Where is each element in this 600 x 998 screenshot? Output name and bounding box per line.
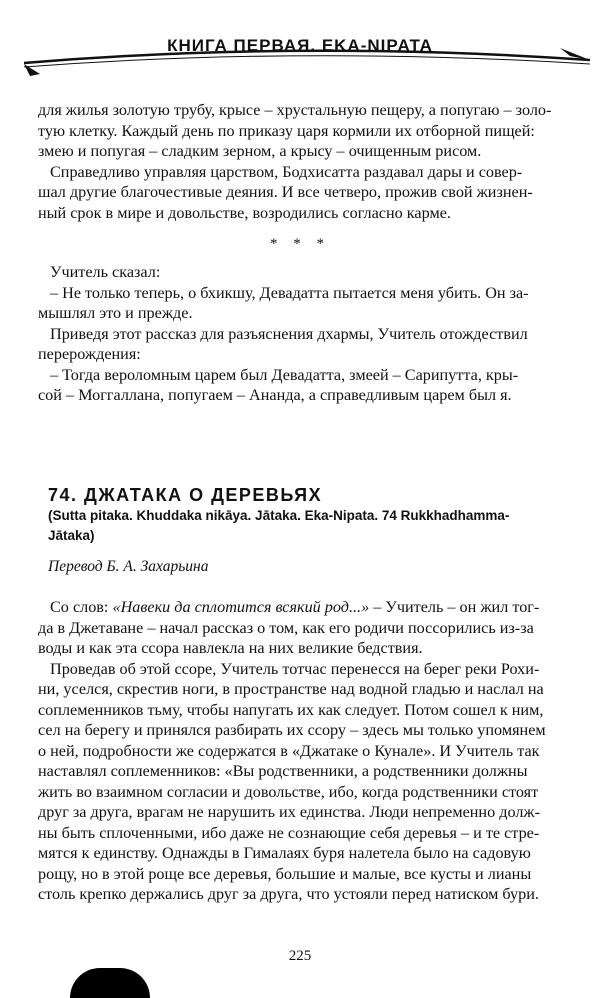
text-fragment: Со слов: [50,598,113,616]
section-separator: * * * [270,236,330,252]
text-line: друг за друга, врагам не нарушить их единства. Люди непременно долж- [38,803,540,821]
text-line: столь крепко держались друг за друга, что устояли перед натиском бури. [38,885,539,903]
page-number: 225 [288,948,312,964]
text-line: – Тогда вероломным царем был Девадатта, змеей – Сарипутта, кры- [50,365,519,384]
text-line: Справедливо управляя царством, Бодхисатта раздавал дары и совер- [50,162,523,181]
source-reference [48,506,578,546]
text-line: змею и попугая – сладким зерном, а крысу – очищенным рисом. [38,142,482,160]
text-line: о ней, подробности же содержатся в «Джатаке о Кунале». И Учитель так [38,741,540,760]
text-line: мятся к единству. Однажды в Гималаях буря налетела было на садовую [38,844,531,862]
text-line: жить во взаимном согласии и довольстве, ибо, когда родственники стоят [38,782,539,801]
text-line: рощу, но в этой роще все деревья, большие и малые, все кусты и лианы [38,864,532,883]
text-line: сой – Моггаллана, попугаем – Ананда, а справедливым царем был я. [38,386,512,404]
text-line: тую клетку. Каждый день по приказу царя кормили их отборной пищей: [38,121,535,140]
text-line: соплеменников тьму, чтобы напугать их как следует. Потом сошел к ним, [38,700,544,719]
text-line: сел на берегу и принялся разбирать их ссору – здесь мы только упомянем [38,721,546,739]
text-line: воды и как эта ссора навлекла на них великие бедствия. [38,639,423,657]
paragraph [38,283,576,324]
paragraph [38,659,576,905]
text-fragment: – Учитель – он жил тог- [369,598,540,616]
source-line: Jātaka) [48,528,95,543]
text-line: шал другие благочестивые деяния. И все четверо, прожив свой жизнен- [38,183,533,201]
paragraph [38,597,576,659]
paragraph [38,100,576,162]
text-line: да в Джетаване – начал рассказ о том, как его родичи поссорились из-за [38,618,534,637]
text-line: ны быть сплоченными, ибо даже не сознающие себя деревья – и те стре- [38,823,540,842]
chapter-title: 74. ДЖАТАКА О ДЕРЕВЬЯХ [48,485,323,505]
source-line: (Sutta pitaka. Khuddaka nikāya. Jātaka. Eka-Nipata. 74 Rukkhadhamma- [48,508,510,523]
text-line: для жилья золотую трубу, крысе – хрустальную пещеру, а попугаю – золо- [38,101,552,119]
text-line: Приведя этот рассказ для разъяснения дхармы, Учитель отождествил [50,324,528,343]
paragraph [38,162,576,224]
text-section-2 [38,262,576,406]
text-line: Проведав об этой ссоре, Учитель тотчас перенесся на берег реки Рохи- [50,659,540,678]
paragraph [38,324,576,365]
text-line: мышлял это и прежде. [38,304,193,322]
text-section-3 [38,597,576,905]
corner-ornament [70,968,150,998]
paragraph [38,365,576,406]
text-line: ни, уселся, скрестив ноги, в пространстве над водной гладью и наслал на [38,680,544,698]
translator-credit: Перевод Б. А. Захарьина [48,558,209,575]
text-line: перерождения: [38,345,141,363]
quoted-verse: «Навеки да сплотится всякий род...» [112,598,370,616]
text-line: ный срок в мире и довольстве, возродились согласно карме. [38,203,451,222]
paragraph: Учитель сказал: [50,263,161,281]
running-header [0,0,600,80]
text-section-1 [38,100,576,223]
header-title: КНИГА ПЕРВАЯ. EKA-NIPATA [167,36,433,55]
text-line: наставлял соплеменников: «Вы родственники, а родственники должны [38,762,528,780]
text-line: – Не только теперь, о бхикшу, Девадатта пытается меня убить. Он за- [50,283,529,302]
